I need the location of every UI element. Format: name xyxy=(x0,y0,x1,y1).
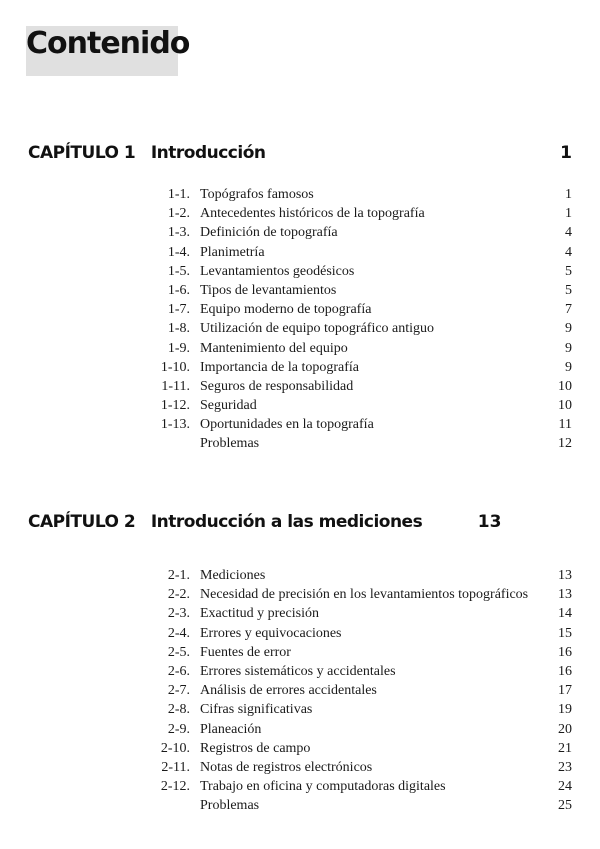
toc-entry[interactable] xyxy=(140,223,572,242)
toc-entry[interactable] xyxy=(140,643,572,662)
toc-entry-page: 13 xyxy=(558,587,572,603)
toc-entry-title: Oportunidades en la topografía xyxy=(200,417,374,433)
toc-entry[interactable] xyxy=(140,396,572,415)
toc-entry-title: Definición de topografía xyxy=(200,225,338,241)
toc-entry-page: 10 xyxy=(558,378,572,394)
toc-entry-title: Registros de campo xyxy=(200,740,311,756)
toc-entry-number: 1-6. xyxy=(167,282,190,298)
toc-entry-page: 10 xyxy=(558,398,572,414)
toc-entry-title: Análisis de errores accidentales xyxy=(200,683,377,699)
toc-entry-number: 1-2. xyxy=(167,206,190,222)
toc-entry-page: 12 xyxy=(558,436,572,452)
toc-entry[interactable] xyxy=(140,585,572,604)
toc-entry-number: 1-8. xyxy=(167,321,190,337)
toc-entry-title: Exactitud y precisión xyxy=(200,606,319,622)
toc-entry-title: Notas de registros electrónicos xyxy=(200,759,373,775)
toc-entry-title: Tipos de levantamientos xyxy=(200,282,337,298)
toc-entry[interactable] xyxy=(140,300,572,319)
toc-entry-number: 1-11. xyxy=(161,378,190,394)
toc-entry[interactable] xyxy=(140,415,572,434)
toc-entry-page: 5 xyxy=(565,282,572,298)
toc-entry-page: 4 xyxy=(565,225,572,241)
toc-entry[interactable] xyxy=(140,604,572,623)
toc-entry-title: Equipo moderno de topografía xyxy=(200,302,372,318)
toc-entry-title: Fuentes de error xyxy=(200,644,291,660)
toc-entry-page: 9 xyxy=(565,340,572,356)
chapter-1-heading[interactable] xyxy=(28,143,265,163)
toc-entry[interactable] xyxy=(140,681,572,700)
toc-entry-number: 2-6. xyxy=(167,663,190,679)
toc-entry[interactable] xyxy=(140,243,572,262)
toc-entry[interactable] xyxy=(140,339,572,358)
chapter-1-page: 1 xyxy=(560,143,572,163)
toc-entry-number: 2-8. xyxy=(167,702,190,718)
toc-entry-title: Antecedentes históricos de la topografía xyxy=(200,206,425,222)
toc-entry[interactable] xyxy=(140,358,572,377)
toc-entry-number: 2-9. xyxy=(167,721,190,737)
toc-entry-title: Planeación xyxy=(200,721,262,737)
chapter-1-title: Introducción xyxy=(150,143,266,163)
toc-entry-title: Trabajo en oficina y computadoras digitales xyxy=(200,779,446,795)
toc-entry-number: 2-2. xyxy=(167,587,190,603)
toc-entry-title: Errores y equivocaciones xyxy=(200,625,342,641)
chapter-1-label: CAPÍTULO 1 xyxy=(28,143,136,163)
chapter-2-label: CAPÍTULO 2 xyxy=(28,512,136,532)
toc-entry-number: 1-10. xyxy=(160,359,190,375)
toc-entry[interactable] xyxy=(140,319,572,338)
toc-entry-number: 1-1. xyxy=(167,187,190,202)
toc-entry-page: 5 xyxy=(565,263,572,279)
toc-entry-title: Levantamientos geodésicos xyxy=(200,263,355,279)
toc-entry[interactable] xyxy=(140,624,572,643)
toc-entry-page: 15 xyxy=(558,625,572,641)
toc-entry-page: 24 xyxy=(558,779,572,795)
toc-entry-title: Utilización de equipo topográfico antiguo xyxy=(200,321,435,337)
chapter-2-title: Introducción a las mediciones xyxy=(150,512,423,532)
toc-entry-title: Mediciones xyxy=(200,568,266,583)
toc-entry-title: Cifras significativas xyxy=(200,702,313,718)
toc-entry-title: Problemas xyxy=(200,436,260,452)
toc-entry-number: 1-4. xyxy=(167,244,190,260)
toc-entry-number: 2-5. xyxy=(167,644,190,660)
toc-entry[interactable] xyxy=(140,796,572,815)
page-title: Contenido xyxy=(26,26,190,61)
toc-entry[interactable] xyxy=(140,739,572,758)
toc-entry-page: 4 xyxy=(565,244,572,260)
toc-entry[interactable] xyxy=(140,281,572,300)
toc-entry-number: 1-13. xyxy=(160,417,190,433)
toc-entry[interactable] xyxy=(140,377,572,396)
chapter-1-toc xyxy=(140,185,572,454)
toc-entry-page: 20 xyxy=(558,721,572,737)
toc-entry-number: 1-5. xyxy=(167,263,190,279)
toc-entry-page: 16 xyxy=(558,663,572,679)
toc-entry-page: 13 xyxy=(558,568,572,583)
toc-entry-page: 16 xyxy=(558,644,572,660)
toc-entry[interactable] xyxy=(140,185,572,204)
toc-entry-page: 1 xyxy=(565,206,572,222)
toc-entry-title: Necesidad de precisión en los levantamientos topográficos xyxy=(200,587,529,603)
toc-entry-page: 9 xyxy=(565,359,572,375)
toc-entry-number: 1-3. xyxy=(167,225,190,241)
toc-entry[interactable] xyxy=(140,262,572,281)
toc-entry-number: 2-7. xyxy=(167,683,190,699)
toc-entry-title: Seguros de responsabilidad xyxy=(200,378,354,394)
toc-entry[interactable] xyxy=(140,204,572,223)
toc-entry-number: 2-10. xyxy=(160,740,190,756)
toc-entry[interactable] xyxy=(140,720,572,739)
toc-entry-page: 21 xyxy=(558,740,572,756)
toc-entry[interactable] xyxy=(140,700,572,719)
toc-entry-title: Mantenimiento del equipo xyxy=(200,340,348,356)
toc-entry-page: 14 xyxy=(558,606,572,622)
toc-entry-title: Planimetría xyxy=(200,244,265,260)
toc-entry-page: 1 xyxy=(565,187,572,202)
toc-entry-page: 11 xyxy=(558,417,572,433)
toc-entry-number: 2-11. xyxy=(161,759,190,775)
toc-entry[interactable] xyxy=(140,434,572,453)
toc-entry[interactable] xyxy=(140,662,572,681)
toc-entry-number: 2-3. xyxy=(167,606,190,622)
toc-entry-page: 17 xyxy=(558,683,572,699)
toc-entry-page: 23 xyxy=(558,759,572,775)
toc-entry-title: Problemas xyxy=(200,798,260,814)
toc-entry-number: 2-1. xyxy=(167,568,190,583)
toc-entry-page: 7 xyxy=(565,302,572,318)
toc-entry-title: Seguridad xyxy=(200,398,257,414)
toc-entry[interactable] xyxy=(140,758,572,777)
toc-entry-title: Importancia de la topografía xyxy=(200,359,359,375)
toc-entry-page: 19 xyxy=(558,702,572,718)
toc-entry-title: Topógrafos famosos xyxy=(200,187,314,202)
toc-entry-number: 2-12. xyxy=(160,779,190,795)
chapter-2-heading[interactable] xyxy=(28,512,501,532)
toc-entry-number: 1-7. xyxy=(167,302,190,318)
toc-entry-number: 1-9. xyxy=(167,340,190,356)
toc-entry-number: 1-12. xyxy=(160,398,190,414)
toc-entry-title: Errores sistemáticos y accidentales xyxy=(200,663,396,679)
toc-entry-page: 25 xyxy=(558,798,572,814)
toc-entry-page: 9 xyxy=(565,321,572,337)
toc-entry[interactable] xyxy=(140,777,572,796)
chapter-2-toc xyxy=(140,566,572,815)
chapter-2-page: 13 xyxy=(477,512,502,532)
toc-entry-number: 2-4. xyxy=(167,625,190,641)
toc-entry[interactable] xyxy=(140,566,572,585)
